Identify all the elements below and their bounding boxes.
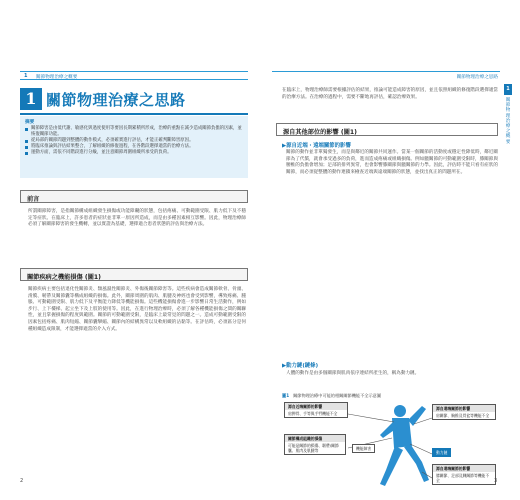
header-chapter-text: 關節物理治療之概要: [36, 74, 78, 80]
subheading-kinetic-chain: ▶動力鏈(鏈條): [282, 363, 319, 369]
summary-item: 關節障害是由低代謝、敏感化與過度使用等要因長期累積所形成，治療的重點在減少造成關節負擔的因素，並恢復關節功能。: [25, 126, 243, 138]
sub2-paragraph: 人體的動作是由多個關節與肌肉依序連結所產生的，稱為動力鏈。: [286, 371, 420, 376]
side-tab-text: 關節物理治療之概要: [505, 98, 511, 145]
figure-box-kinetic-chain: [432, 448, 451, 457]
figure-caption-text: 關節物理治療中可能的相關關節機能不全示意圖: [293, 393, 382, 398]
summary-label: 摘要: [25, 120, 35, 125]
summary-box: [20, 116, 248, 178]
figure-box-tissue-head: 關節構成組織的損傷: [285, 435, 345, 442]
header-chapter-num: 1: [24, 73, 28, 79]
section1-heading: 關節疾病之機能損傷 (圖1): [27, 274, 101, 281]
figure-1: [282, 400, 498, 488]
right-page-number: 3: [494, 478, 498, 484]
right-running-header: [272, 71, 500, 80]
figure-box-dysfunction: [352, 444, 375, 453]
intro-paragraph: 所謂關節障害，是指關節構成組織發生損傷或功能障礙的狀態，包括疼痛、可動範圍受限、肌力低下及不穩定等症狀。在臨床上，許多患者的症狀並非單一原因所造成，而是由多種因素相互影響。因此，物理治療師必須了解關節障害的發生機轉，並以實證為基礎，選擇適合患者狀態的評估與治療方法。: [28, 209, 246, 228]
sub1-paragraph: 關節的動作並非單獨發生，而是與鄰近的關節共同運作。當某一個關節的活動度或穩定性降低時，鄰近關節為了代償，就會承受過多的負荷，進而造成疼痛或組織損傷。例如髖關節的可動範圍受限時，膝關節與腰椎的負擔會增加；足部的排列異常，也會影響膝關節與髖關節的力學。因此，評估時不能只看有症狀的關節，而必須從整體的動作連鎖來檢查近端與遠端關節的狀態，並找出真正的問題所在。: [286, 150, 498, 175]
subheading-proximal-distal: ▶源自近端・遠端關節的影響: [282, 143, 351, 149]
section1-paragraph: 關節疾病主要包括退化性關節炎、類風濕性關節炎、外傷後關節障害等。這些疾病會造成關節軟骨、骨頭、滑膜、韌帶及關節囊等構成組織的損傷。此外，關節周圍的肌肉、肌腱及神經也會受到影響，導致疼痛、腫脹、可動範圍受限、肌力低下及平衡能力降低等機能損傷。這些機能損傷會進一步影響日常生活動作，例如步行、上下樓梯、起立坐下及上肢的使用等。因此，在進行物理治療時，必須了解各種機能損傷之間的關聯性，並且掌握損傷的程度與範圍。關節的可動範圍受限，是臨床上最常見的問題之一。造成可動範圍受限的因素包括疼痛、肌肉短縮、關節囊攣縮、關節內的結構異常以及軟組織的沾黏等。在評估時，必須區分是何種組織造成限制，才能選擇適當的介入方式。: [28, 287, 246, 332]
title-rule: [20, 113, 248, 115]
figure-box-dysfunction-label: 機能障害: [356, 446, 372, 451]
figure-box-kinetic-chain-label: 動力鏈: [436, 450, 448, 455]
right-header-text: 關節物理治療之思路: [456, 74, 498, 80]
figure-box-proximal: [284, 402, 348, 418]
summary-item: 運動方面，需依不同階段進行分級，並注意關節周圍組織所承受的負荷。: [25, 150, 243, 156]
section2-heading: 源自其他部位的影響 (圖1): [283, 129, 357, 136]
figure-box-distal-upper-head: 源自遠端關節的影響: [433, 405, 495, 412]
left-running-header: [20, 71, 248, 80]
side-chapter-tab: [504, 84, 512, 166]
figure-box-distal-lower: [432, 464, 496, 485]
figure-caption: [282, 393, 381, 399]
figure-box-proximal-body: 肩胛骨、手等與手臂機能不全: [288, 411, 338, 416]
section1-heading-box: [20, 268, 248, 281]
figure-box-distal-upper: [432, 404, 496, 420]
chapter-title: 關節物理治療之思路: [46, 91, 186, 109]
right-top-paragraph: 在臨床上，物理治療師需要根據評估的結果，推論可能造成障害的原因，並且依照組織的修復階段選擇適當的治療方法。在治療的過程中，需要不斷地再評估，確認治療效果。: [282, 88, 498, 100]
side-tab-num: 1: [504, 84, 512, 95]
figure-caption-label: 圖1: [282, 393, 290, 398]
figure-box-distal-lower-head: 源自遠端關節的影響: [433, 465, 495, 472]
figure-box-distal-upper-body: 肩關節、胸椎及骨盆等機能不全: [436, 413, 490, 418]
section2-heading-box: [276, 123, 498, 136]
intro-heading: 前言: [27, 196, 40, 203]
figure-box-tissue: [284, 434, 346, 455]
left-page-number: 2: [20, 478, 24, 484]
summary-item: 將臨床推論與評估結果整合，了解組織的修復過程，在各階段選擇適當的治療方法。: [25, 144, 243, 150]
intro-heading-box: [20, 190, 248, 203]
figure-box-tissue-body: 可能是關節的損傷、韌帶/關節囊、肌肉及肌腱等: [288, 443, 339, 453]
figure-box-distal-lower-body: 膝關節、足部及踝關節等機能不全: [436, 473, 490, 483]
summary-item: 從局部的關節問題到整體的動作模式，必須確實進行評估，才能正確判斷障害原因。: [25, 138, 243, 144]
figure-box-proximal-head: 源自近端關節的影響: [285, 403, 347, 410]
chapter-number: 1: [20, 88, 42, 110]
